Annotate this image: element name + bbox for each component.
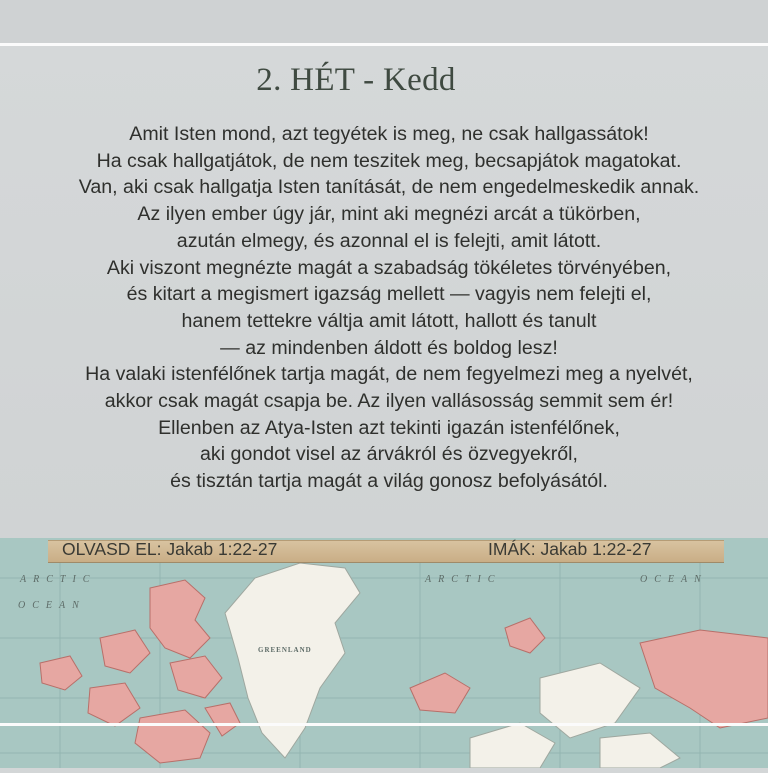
bottom-divider [0, 723, 768, 726]
verse-line: Ellenben az Atya-Isten azt tekinti igazán istenfélőnek, [158, 416, 620, 439]
verse-line: Aki viszont megnézte magát a szabadság tökéletes törvényében, [106, 256, 672, 279]
reading-reference: OLVASD EL: Jakab 1:22-27 [62, 539, 278, 559]
prayer-reference: IMÁK: Jakab 1:22-27 [488, 539, 652, 559]
verse-line: Amit Isten mond, azt tegyétek is meg, ne csak hallgassátok! [129, 123, 649, 145]
greenland-landmass [225, 563, 360, 758]
verse-line: hanem tettekre váltja amit látott, hallott és tanult [181, 309, 597, 332]
verse-line: és kitart a megismert igazság mellett — vagyis nem felejti el, [126, 283, 652, 306]
map-label-arctic-left: ARCTIC [20, 574, 97, 585]
map-label-ocean-left: OCEAN [18, 600, 86, 611]
page-title: 2. HÉT - Kedd [256, 62, 456, 98]
verse-line: és tisztán tartja magát a világ gonosz befolyásától. [170, 470, 608, 493]
verse-line: azután elmegy, és azonnal el is felejti, amit látott. [176, 229, 602, 252]
world-map-background [0, 538, 768, 768]
map-illustration [0, 538, 768, 768]
verse-line: Ha valaki istenfélőnek tartja magát, de nem fegyelmezi meg a nyelvét, [85, 363, 693, 386]
verse-line: aki gondot visel az árvákról és özvegyekről, [200, 443, 578, 466]
top-band [0, 0, 768, 44]
map-label-greenland: GREENLAND [258, 646, 312, 654]
verse-text [0, 121, 768, 495]
verse-line: Ha csak hallgatjátok, de nem teszitek meg, becsapjátok magatokat. [96, 149, 682, 172]
verse-line: Az ilyen ember úgy jár, mint aki megnézi arcát a tükörben, [137, 203, 641, 226]
verse-line: akkor csak magát csapja be. Az ilyen vallásosság semmit sem ér! [104, 390, 674, 413]
map-label-arctic-right: ARCTIC [425, 574, 502, 585]
verse-line: — az mindenben áldott és boldog lesz! [220, 336, 558, 359]
map-label-ocean-right: OCEAN [640, 574, 708, 585]
verse-line: Van, aki csak hallgatja Isten tanítását, de nem engedelmeskedik annak. [78, 176, 700, 199]
